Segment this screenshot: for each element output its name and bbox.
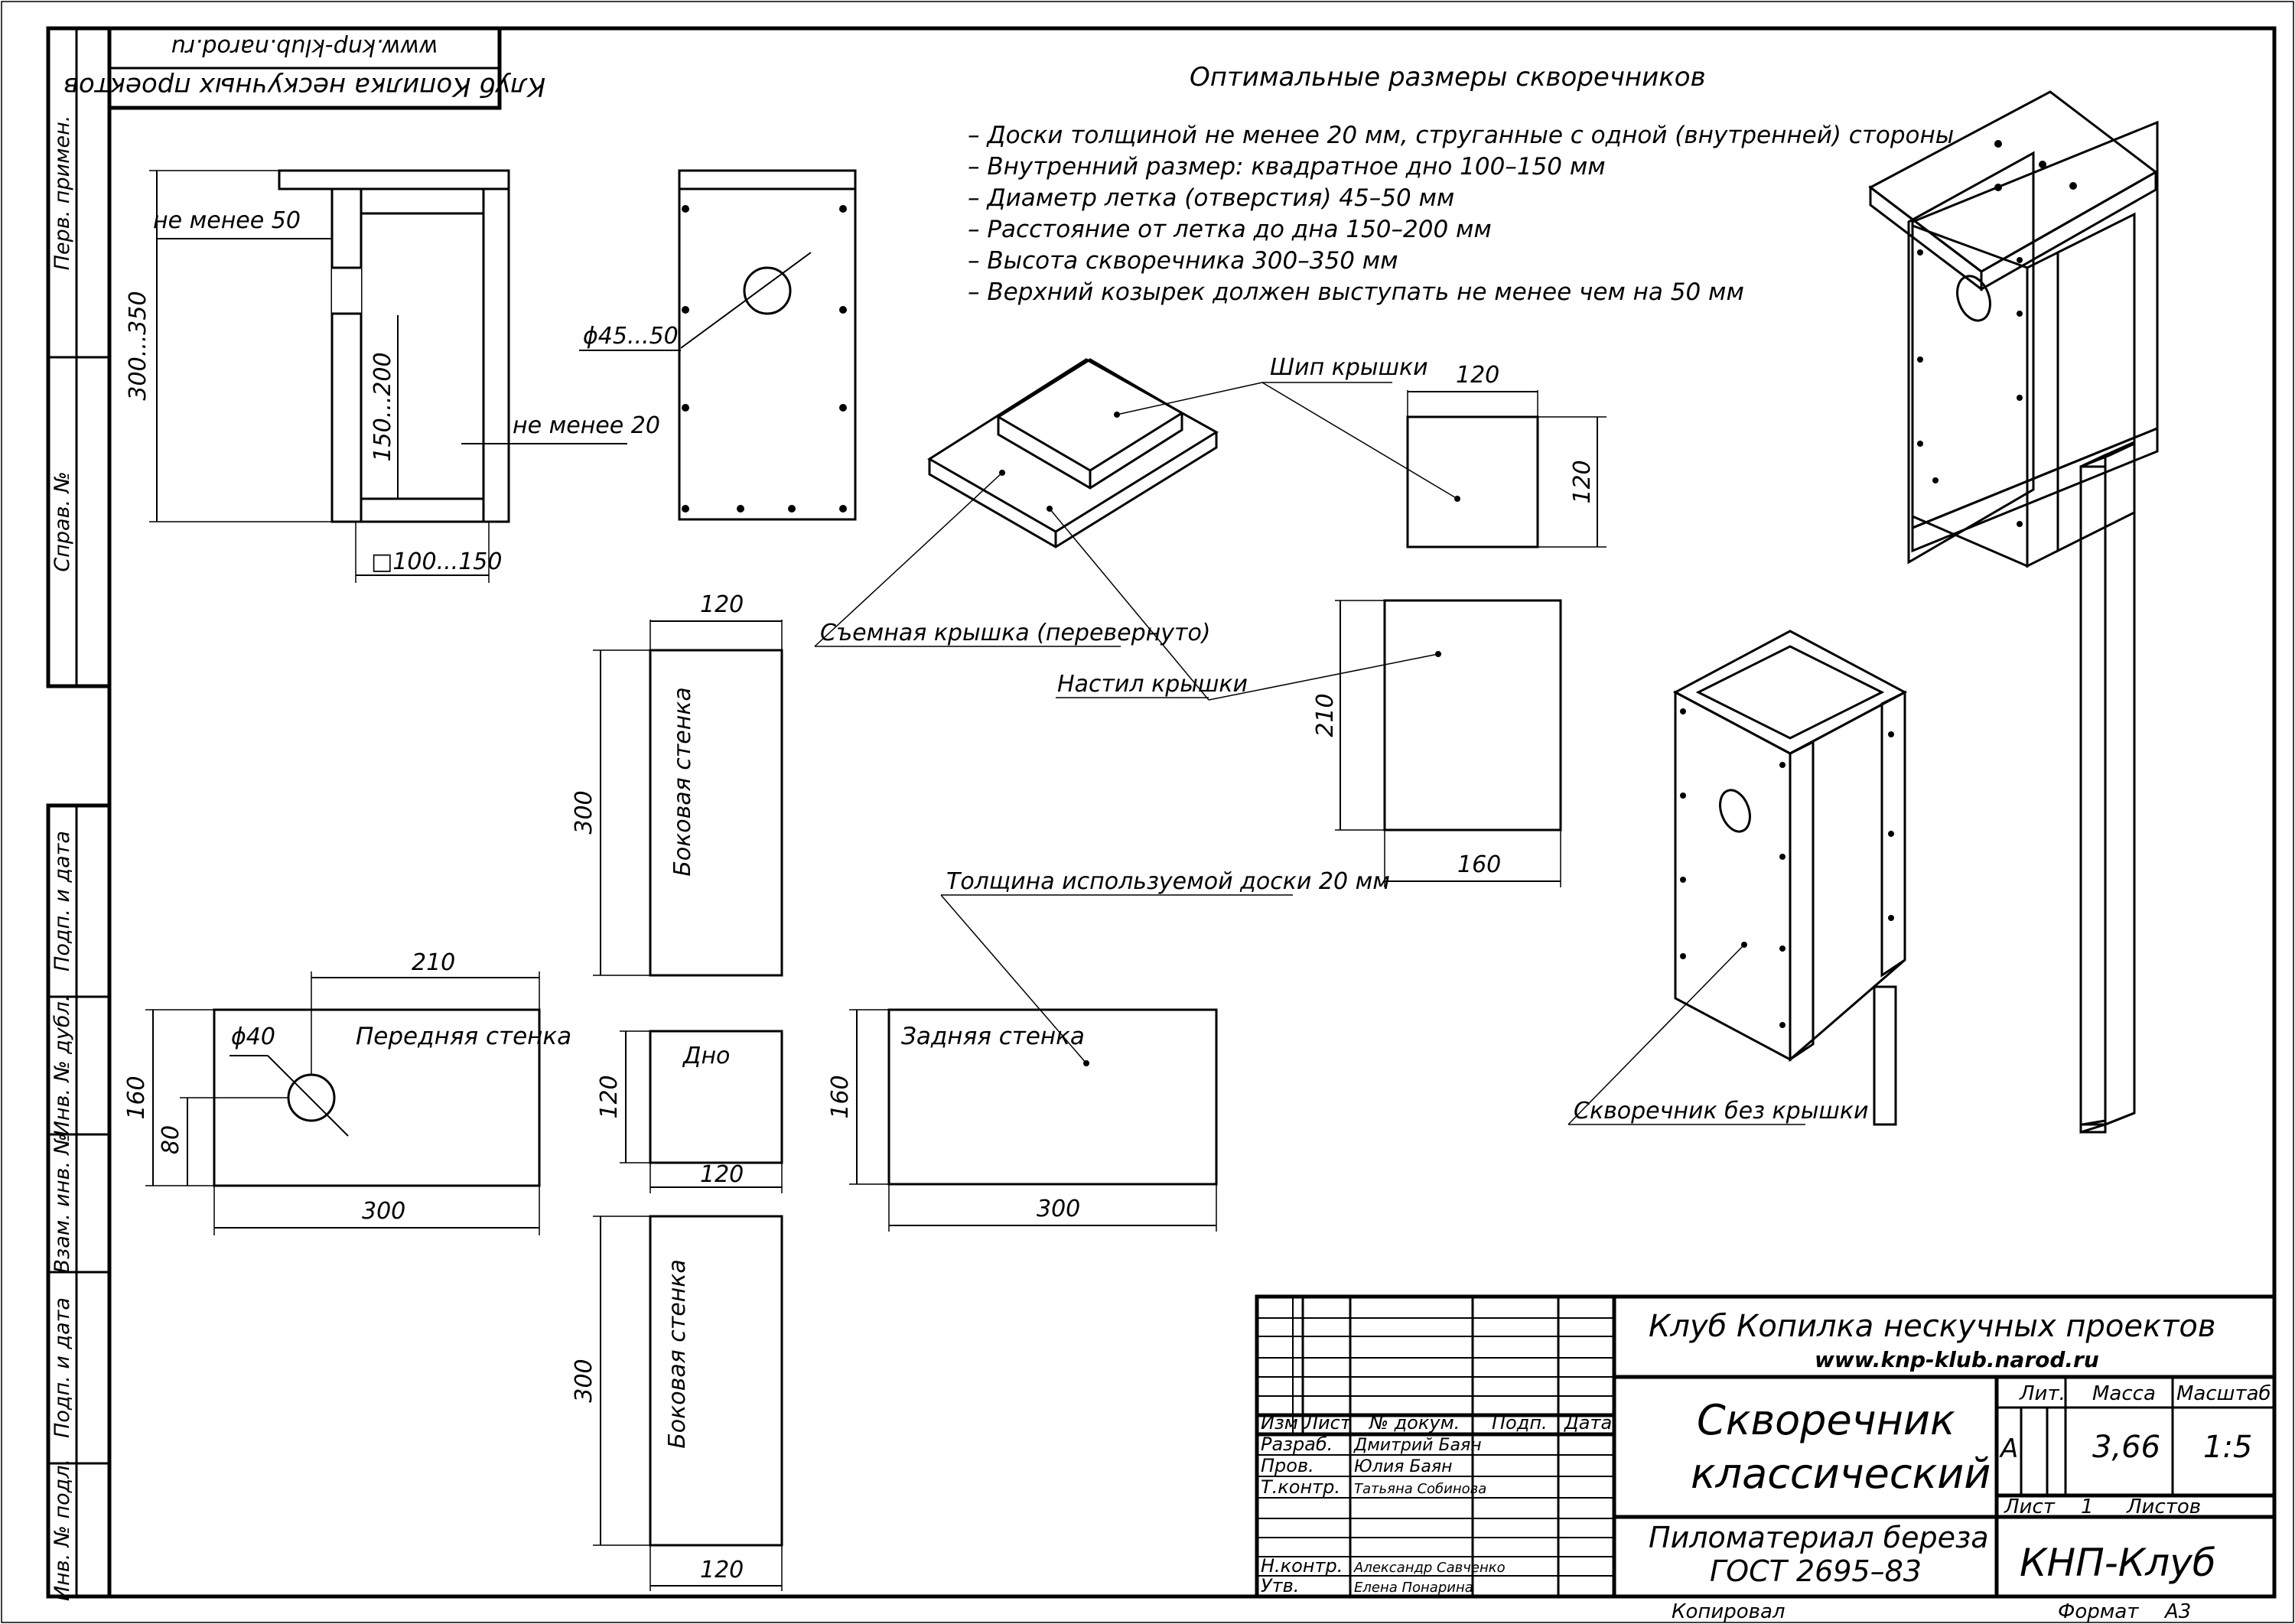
dim-side-w: 120 bbox=[700, 591, 744, 618]
dim-hole-dia: ϕ45...50 bbox=[583, 323, 679, 350]
dim-side-h: 300 bbox=[571, 790, 597, 835]
tb-org: Клуб Копилка нескучных проектов bbox=[1649, 1309, 2216, 1344]
dim-front-hole-x: 210 bbox=[412, 949, 456, 976]
note-6: – Верхний козырек должен выступать не менее чем на 50 мм bbox=[968, 278, 1744, 306]
dim-front-hole: ϕ40 bbox=[231, 1024, 275, 1050]
dim-deck-h: 210 bbox=[1312, 693, 1339, 737]
dim-bottom-w: 120 bbox=[700, 1161, 744, 1188]
dim-bottom-h: 120 bbox=[596, 1075, 623, 1119]
tb-col-date: Дата bbox=[1564, 1412, 1613, 1434]
notes bbox=[968, 62, 1954, 306]
tb-material-2: ГОСТ 2695–83 bbox=[1710, 1554, 1922, 1588]
note-4: – Расстояние от летка до дна 150–200 мм bbox=[968, 216, 1492, 243]
tb-name-1: Скворечник bbox=[1697, 1396, 1955, 1444]
tb-sheet-label: Лист bbox=[2004, 1495, 2055, 1518]
tb-person-razrab: Дмитрий Баян bbox=[1354, 1436, 1482, 1455]
tb-scale: 1:5 bbox=[2203, 1430, 2253, 1465]
dim-tenon-h: 120 bbox=[1569, 460, 1596, 504]
top-stamp-url: www.knp-klub.narod.ru bbox=[171, 34, 438, 60]
tb-material-1: Пиломатериал береза bbox=[1649, 1521, 1989, 1554]
dim-side2-w: 120 bbox=[700, 1557, 744, 1583]
label-lid-deck: Настил крышки bbox=[1057, 671, 1248, 698]
dim-deck-w: 160 bbox=[1457, 851, 1502, 878]
label-board-thickness: Толщина используемой доски 20 мм bbox=[946, 868, 1390, 895]
back-wall bbox=[827, 868, 1390, 1232]
dim-tenon-w: 120 bbox=[1456, 362, 1500, 389]
dim-inner: □100...150 bbox=[371, 548, 503, 575]
side-label-inv-dubl: Инв. № дубл. bbox=[50, 994, 74, 1137]
tb-col-izm: Изм bbox=[1261, 1412, 1298, 1434]
tb-sheets-label: Листов bbox=[2127, 1495, 2202, 1518]
tb-person-prov: Юлия Баян bbox=[1354, 1457, 1453, 1476]
section-view bbox=[125, 171, 660, 583]
tb-lit: А bbox=[2000, 1434, 2019, 1464]
dim-hole-floor: 150...200 bbox=[369, 352, 396, 462]
note-2: – Внутренний размер: квадратное дно 100–150 мм bbox=[968, 153, 1606, 181]
tb-role-tkontr: Т.контр. bbox=[1261, 1476, 1341, 1498]
side-label-perv-primen: Перв. примен. bbox=[50, 115, 74, 271]
side-label-podp-data-1: Подп. и дата bbox=[50, 831, 74, 971]
label-side-wall-2: Боковая стенка bbox=[664, 1259, 691, 1449]
side-label-podp-data-2: Подп. и дата bbox=[50, 1297, 74, 1438]
dim-height: 300...350 bbox=[125, 291, 151, 401]
dim-front-hole-y: 80 bbox=[158, 1124, 184, 1155]
dim-back-w: 300 bbox=[1037, 1196, 1081, 1222]
tb-company: КНП-Клуб bbox=[2020, 1541, 2216, 1585]
dim-side2-h: 300 bbox=[571, 1359, 597, 1403]
tb-lit-label: Лит. bbox=[2020, 1382, 2066, 1405]
label-box-no-lid: Скворечник без крышки bbox=[1574, 1098, 1869, 1124]
side-wall-upper bbox=[571, 591, 782, 975]
tb-role-nkontr: Н.контр. bbox=[1261, 1555, 1343, 1577]
bottom-part bbox=[596, 1031, 782, 1193]
tb-person-tkontr: Татьяна Собинова bbox=[1354, 1481, 1487, 1497]
outer-border bbox=[2, 2, 2293, 1622]
tb-copied: Копировал bbox=[1672, 1600, 1786, 1623]
label-lid-removable: Съемная крышка (перевернуто) bbox=[820, 620, 1211, 646]
dim-wall: не менее 20 bbox=[513, 412, 660, 439]
label-back-wall: Задняя стенка bbox=[901, 1023, 1085, 1050]
side-label-vzam-inv: Взам. инв. № bbox=[50, 1133, 74, 1274]
tb-scale-label: Масштаб bbox=[2176, 1382, 2271, 1405]
tb-person-nkontr: Александр Савченко bbox=[1354, 1560, 1506, 1576]
label-side-wall: Боковая стенка bbox=[669, 687, 696, 877]
tb-col-doc: № докум. bbox=[1369, 1412, 1460, 1434]
side-wall-lower bbox=[571, 1216, 782, 1591]
tb-role-utv: Утв. bbox=[1261, 1575, 1300, 1596]
box-without-lid bbox=[1568, 631, 1905, 1124]
label-lid-tenon: Шип крышки bbox=[1270, 354, 1428, 381]
top-stamp bbox=[63, 28, 545, 108]
tb-role-razrab: Разраб. bbox=[1261, 1434, 1333, 1455]
title-block bbox=[1257, 1297, 2274, 1623]
dim-back-h: 160 bbox=[827, 1075, 854, 1119]
dim-front-w: 300 bbox=[362, 1198, 406, 1225]
tb-mass: 3,66 bbox=[2092, 1430, 2161, 1465]
note-1: – Доски толщиной не менее 20 мм, струганные с одной (внутренней) стороны bbox=[968, 122, 1955, 149]
lid-isometric bbox=[929, 360, 1216, 547]
tb-sheet: 1 bbox=[2081, 1495, 2094, 1518]
tb-mass-label: Масса bbox=[2092, 1382, 2156, 1405]
note-5: – Высота скворечника 300–350 мм bbox=[968, 247, 1398, 275]
front-elevation bbox=[579, 171, 855, 519]
label-bottom: Дно bbox=[683, 1043, 731, 1069]
note-3: – Диаметр летка (отверстия) 45–50 мм bbox=[968, 184, 1455, 212]
dim-front-h: 160 bbox=[123, 1076, 150, 1120]
front-wall bbox=[123, 949, 571, 1235]
tb-person-utv: Елена Понарина bbox=[1354, 1580, 1473, 1596]
label-front-wall: Передняя стенка bbox=[356, 1023, 572, 1050]
tb-name-2: классический bbox=[1691, 1450, 1991, 1498]
tb-format-label: Формат bbox=[2058, 1600, 2139, 1623]
birdhouse-assembled bbox=[1870, 92, 2157, 1132]
side-stamp bbox=[48, 28, 109, 1601]
lid-deck bbox=[815, 470, 1561, 887]
notes-title: Оптимальные размеры скворечников bbox=[1190, 62, 1706, 93]
side-label-sprav-no: Справ. № bbox=[50, 471, 74, 572]
tb-role-prov: Пров. bbox=[1261, 1455, 1314, 1476]
tb-col-sign: Подп. bbox=[1492, 1412, 1548, 1434]
top-stamp-club: Клуб Копилка нескучных проектов bbox=[63, 71, 546, 102]
side-label-inv-podl: Инв. № подл. bbox=[50, 1458, 74, 1602]
tb-col-list: Лист bbox=[1304, 1412, 1351, 1434]
tb-format: А3 bbox=[2165, 1600, 2192, 1623]
tb-org-url: www.knp-klub.narod.ru bbox=[1815, 1347, 2099, 1372]
dim-overhang: не менее 50 bbox=[153, 207, 301, 234]
